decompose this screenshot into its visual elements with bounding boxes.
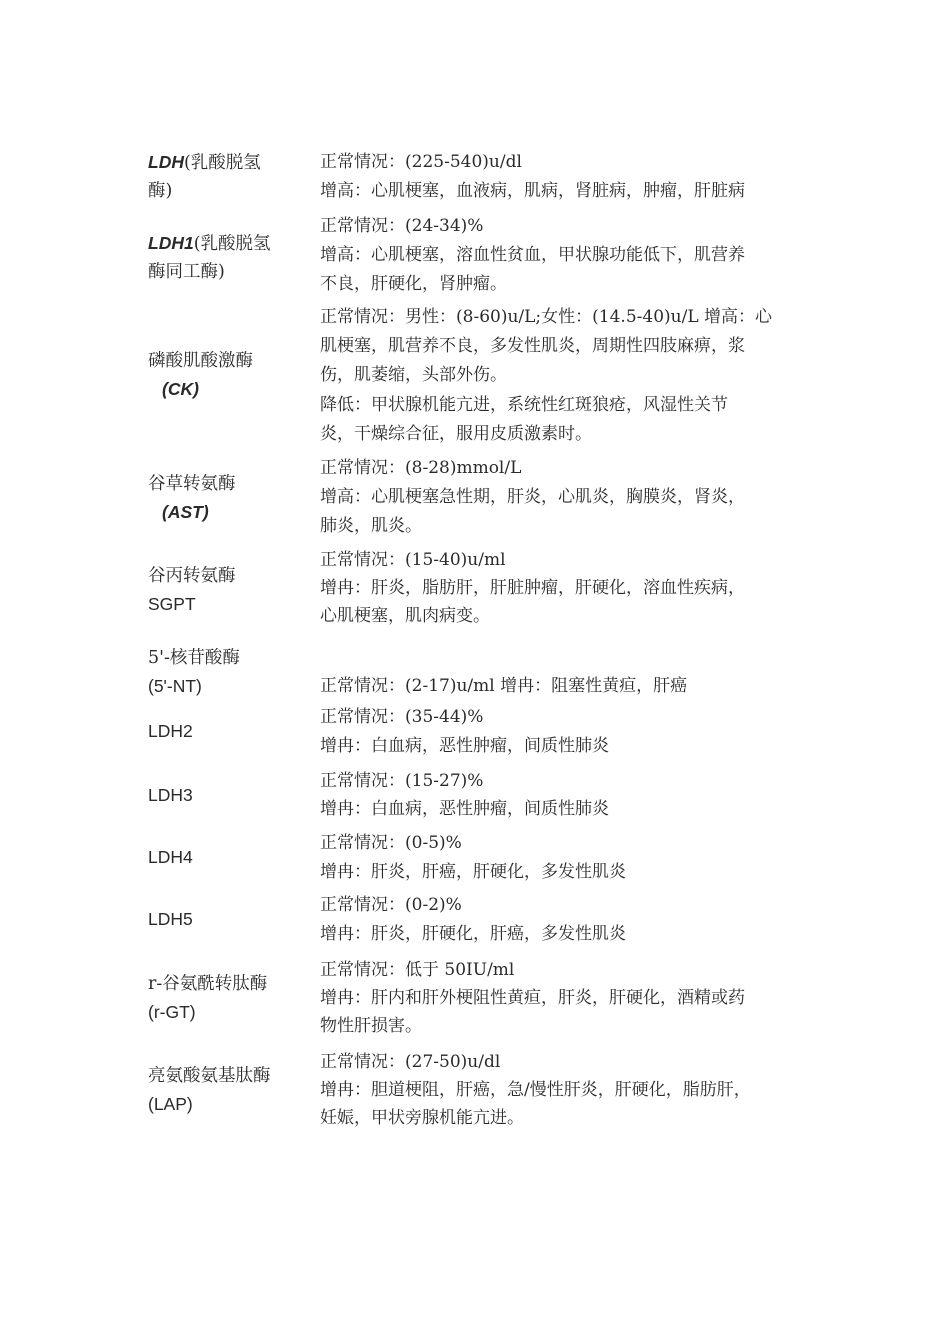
enzyme-name-line [148,562,298,590]
enzyme-name-line [148,644,298,672]
enzyme-name-text: LDH2 [148,721,193,741]
clinical-note-line: 肺炎，肌炎。 [320,516,422,536]
enzyme-name [148,470,298,527]
normal-range-line: 正常情况：男性：(8-60)u/L;女性：(14.5-40)u/L 增高：心 [320,307,773,327]
enzyme-name-line [148,1062,298,1090]
enzyme-name-text: 亮氨酸氨基肽酶 [148,1066,271,1086]
enzyme-name-text: 磷酸肌酸激酶 [148,351,253,371]
clinical-note-line: 增冉：白血病，恶性肿瘤，间质性肺炎 [320,799,609,819]
clinical-note-line: 增冉：肝内和肝外梗阻性黄疸，肝炎，肝硬化，酒精或药 [320,988,745,1008]
enzyme-name-line [148,1090,298,1119]
enzyme-name [148,843,298,872]
clinical-note-line: 增冉：肝炎，肝硬化，肝癌，多发性肌炎 [320,924,626,944]
enzyme-name-line [148,970,298,998]
enzyme-abbreviation: (CK) [162,379,199,399]
enzyme-name-line [148,229,298,258]
enzyme-name-text: LDH3 [148,785,193,805]
enzyme-name-text: LDH4 [148,847,193,867]
clinical-note-line: 心肌梗塞，肌肉病变。 [320,606,490,626]
clinical-note-line: 物性肝损害。 [320,1016,422,1036]
clinical-note-line: 增冉：肝炎，肝癌，肝硬化，多发性肌炎 [320,862,626,882]
enzyme-name-text: SGPT [148,594,196,614]
enzyme-name-line [148,375,298,404]
enzyme-name-text: 谷草转氨酶 [148,474,236,494]
enzyme-name-text: LDH5 [148,909,193,929]
clinical-note-line: 增高：心肌梗塞急性期，肝炎，心肌炎，胸膜炎，肾炎， [320,487,745,507]
enzyme-name [148,970,298,1027]
enzyme-name-line [148,470,298,498]
normal-range-line: 正常情况：(0-5)% [320,833,462,853]
enzyme-name-line [148,843,298,872]
normal-range-line: 正常情况：(35-44)% [320,707,484,727]
enzyme-name-text: 谷丙转氨酶 [148,566,236,586]
enzyme-name-line [148,717,298,746]
normal-range-line: 正常情况：(24-34)% [320,216,484,236]
normal-range-line: 正常情况：(27-50)u/dl [320,1052,501,1072]
enzyme-name-line [148,905,298,934]
clinical-note-line: 不良，肝硬化，肾肿瘤。 [320,274,507,294]
enzyme-name-line [148,498,298,527]
clinical-note-line: 炎，干燥综合征，服用皮质激素时。 [320,424,592,444]
enzyme-name [148,644,298,701]
enzyme-name-text: 5'-核苷酸酶 [148,648,240,668]
enzyme-name-line [148,781,298,810]
enzyme-name-text: (乳酸脱氢 [183,153,261,173]
enzyme-name-text: 酶) [148,181,173,201]
enzyme-name [148,781,298,810]
normal-range-line: 正常情况：(2-17)u/ml 增冉：阻塞性黄疸，肝癌 [320,676,688,696]
normal-range-line: 正常情况：(8-28)mmol/L [320,458,522,478]
enzyme-name-line [148,148,298,177]
normal-range-line: 正常情况：(225-540)u/dl [320,152,522,172]
normal-range-line: 正常情况：(0-2)% [320,895,462,915]
enzyme-name-text: (r-GT) [148,1002,196,1022]
clinical-note-line: 增高：心肌梗塞，血液病，肌病，肾脏病，肿瘤，肝脏病 [320,181,745,201]
enzyme-abbreviation: (AST) [162,502,209,522]
enzyme-abbreviation: LDH [148,152,184,172]
enzyme-name [148,347,298,404]
clinical-note-line: 增高：心肌梗塞，溶血性贫血，甲状腺功能低下，肌营养 [320,245,745,265]
enzyme-name-text: 酶同工酶) [148,262,225,282]
clinical-note-line: 肌梗塞，肌营养不良，多发性肌炎，周期性四肢麻痹，浆 [320,336,745,356]
enzyme-name-line [148,998,298,1027]
enzyme-abbreviation: LDH1 [148,233,194,253]
enzyme-name-text: (乳酸脱氢 [193,234,271,254]
normal-range-line: 正常情况：(15-27)% [320,771,484,791]
enzyme-name-line [148,590,298,619]
enzyme-name-line [148,177,298,205]
enzyme-name [148,905,298,934]
clinical-note-line: 降低：甲状腺机能亢进，系统性红斑狼疮，风湿性关节 [320,395,728,415]
enzyme-name-text: (5'-NT) [148,676,202,696]
enzyme-name-text: (LAP) [148,1094,193,1114]
enzyme-name-line [148,258,298,286]
clinical-note-line: 增冉：白血病，恶性肿瘤，间质性肺炎 [320,736,609,756]
enzyme-name [148,229,298,286]
clinical-note-line: 伤，肌萎缩，头部外伤。 [320,365,507,385]
enzyme-name-line [148,347,298,375]
normal-range-line: 正常情况：(15-40)u/ml [320,550,506,570]
normal-range-line: 正常情况：低于 50IU/ml [320,960,515,980]
enzyme-name [148,1062,298,1119]
enzyme-name [148,148,298,205]
enzyme-name [148,717,298,746]
clinical-note-line: 妊娠，甲状旁腺机能亢进。 [320,1108,524,1128]
clinical-note-line: 增冉：胆道梗阻，肝癌，急/慢性肝炎，肝硬化，脂肪肝， [320,1080,751,1100]
enzyme-name [148,562,298,619]
clinical-note-line: 增冉：肝炎，脂肪肝，肝脏肿瘤，肝硬化，溶血性疾病， [320,578,745,598]
enzyme-name-line [148,672,298,701]
enzyme-name-text: r-谷氨酰转肽酶 [148,974,268,994]
